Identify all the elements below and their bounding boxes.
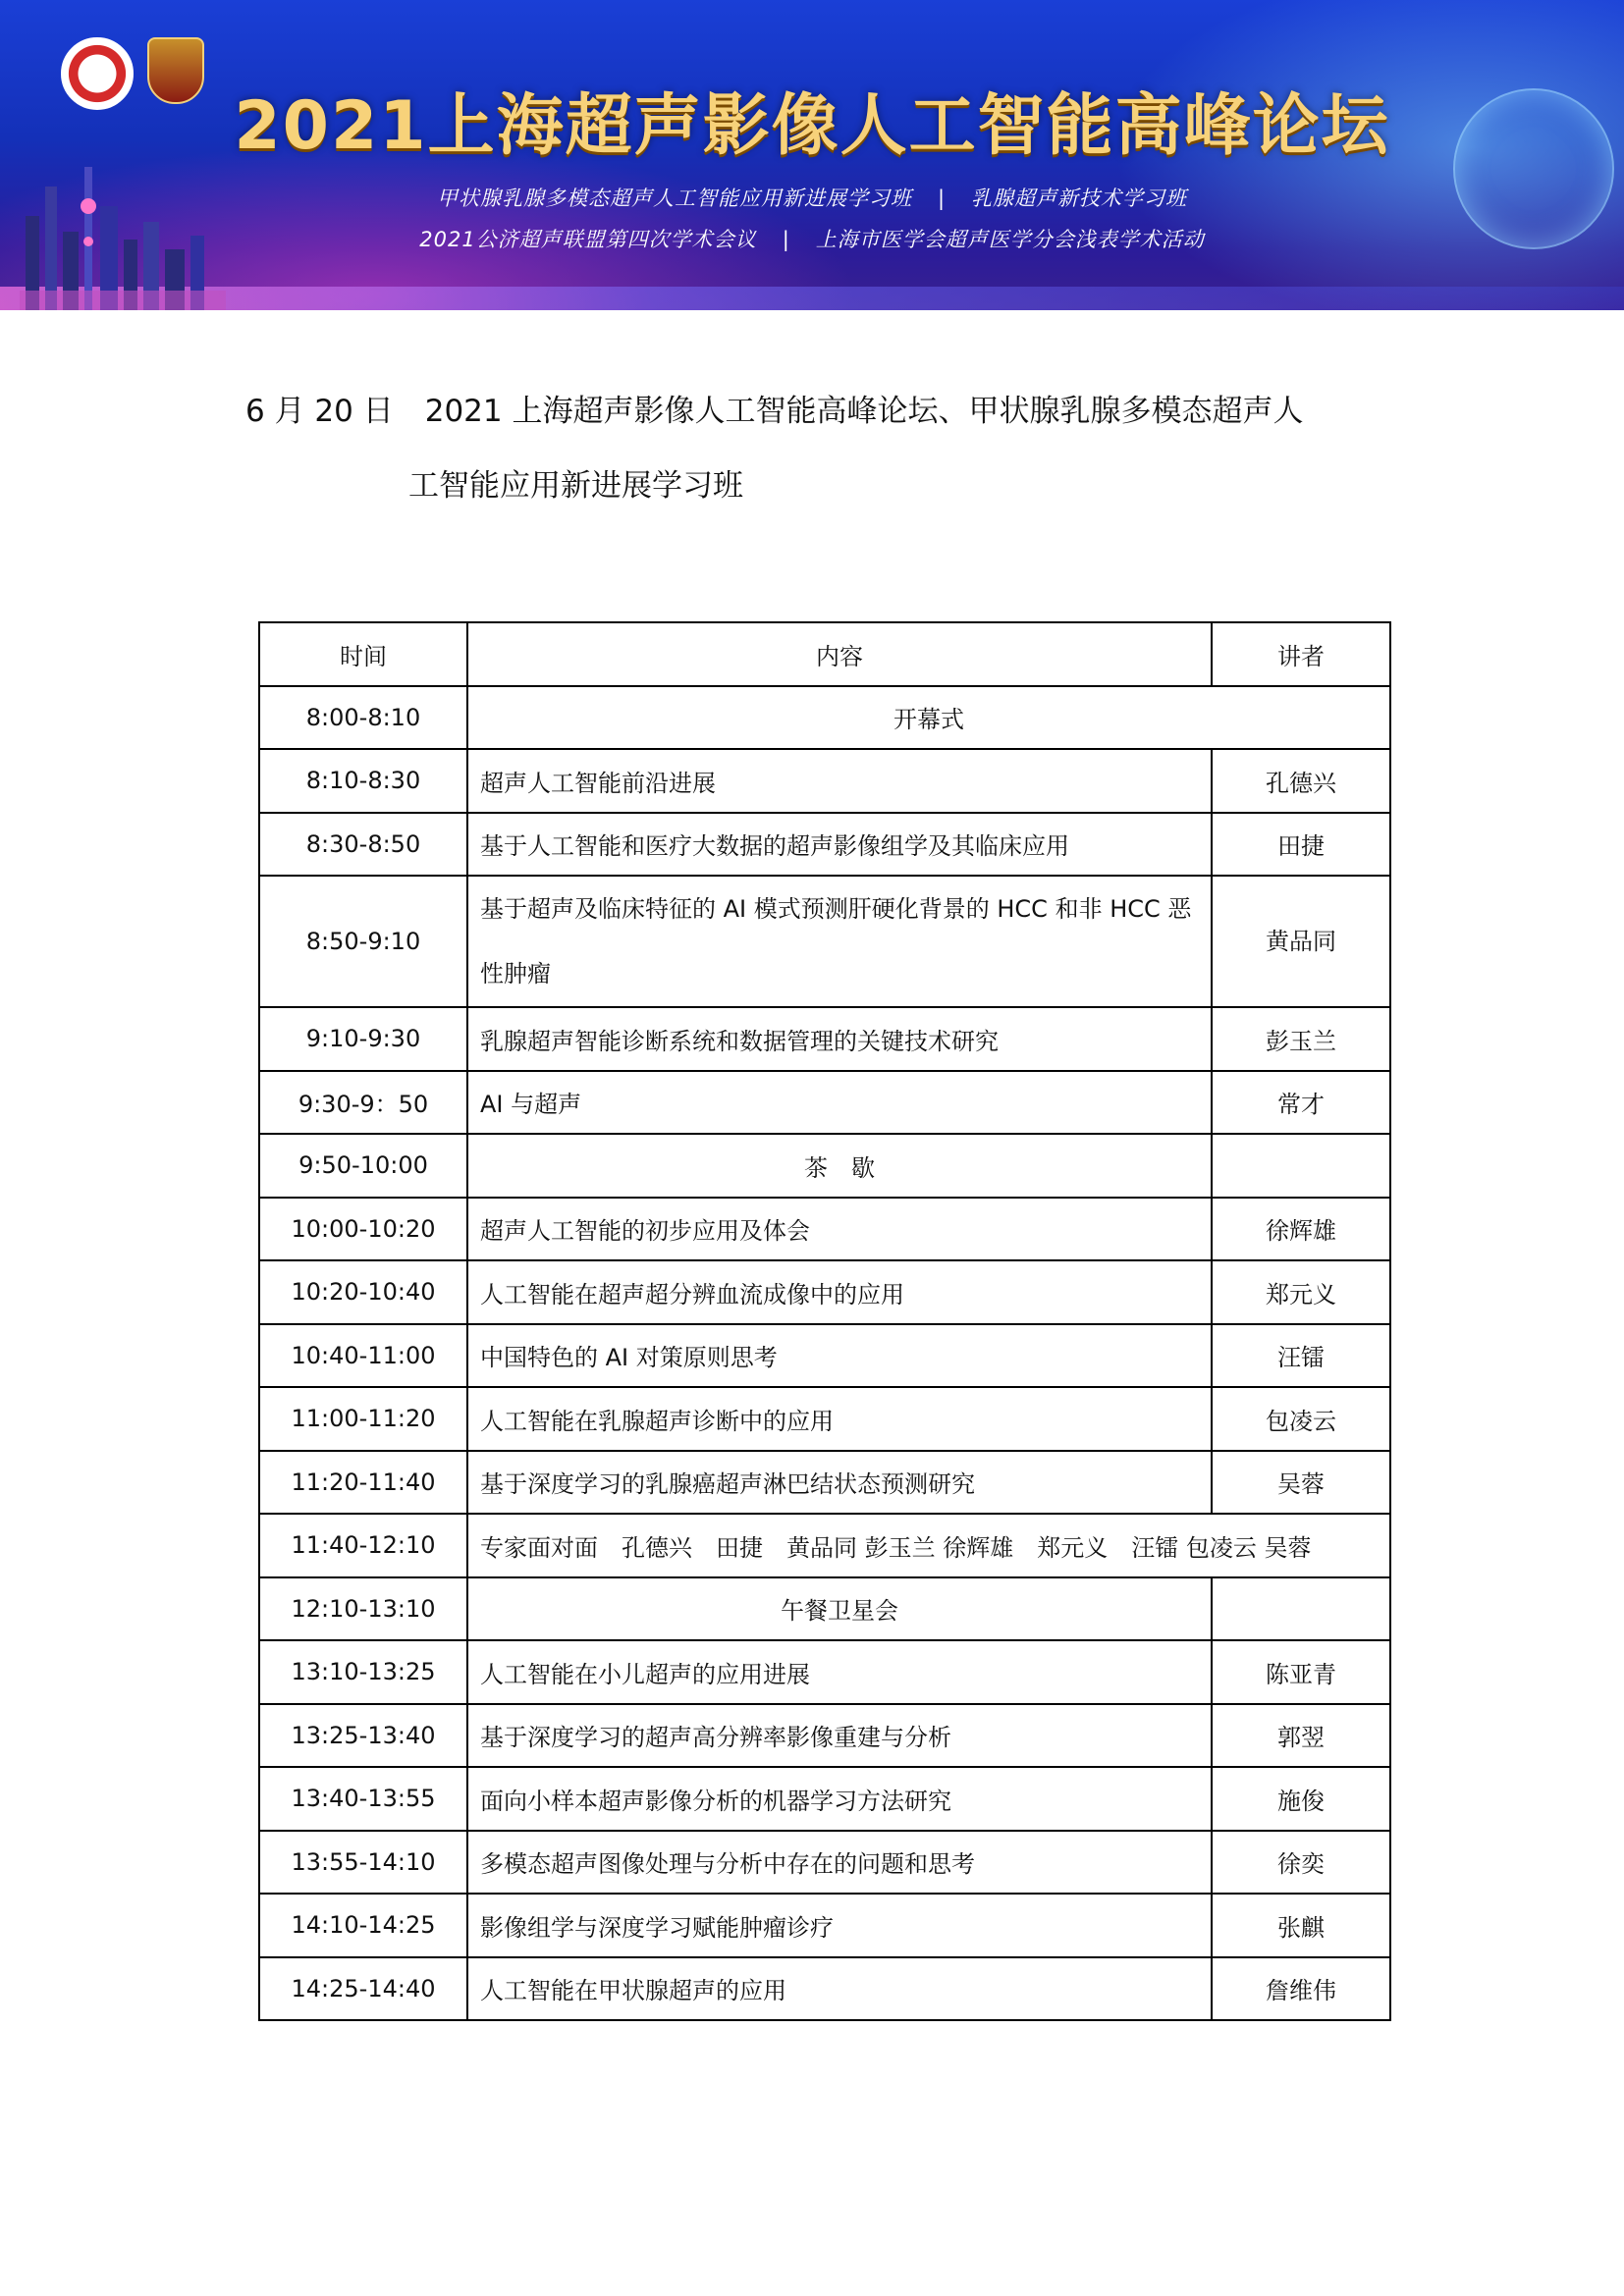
content-cell: AI 与超声	[467, 1071, 1212, 1135]
content-cell: 开幕式	[467, 686, 1390, 750]
header-banner	[0, 0, 1624, 310]
speaker-cell: 吴蓉	[1212, 1451, 1390, 1515]
content-cell: 基于深度学习的乳腺癌超声淋巴结状态预测研究	[467, 1451, 1212, 1515]
speaker-cell: 徐辉雄	[1212, 1198, 1390, 1261]
time-cell: 8:30-8:50	[259, 813, 467, 877]
time-cell: 11:00-11:20	[259, 1387, 467, 1451]
time-cell: 10:20-10:40	[259, 1260, 467, 1324]
speaker-cell: 孔德兴	[1212, 749, 1390, 813]
heading-line-2: 工智能应用新进展学习班	[408, 468, 743, 504]
column-header-content: 内容	[467, 622, 1212, 686]
table-row	[259, 1198, 1390, 1261]
speaker-cell: 徐奕	[1212, 1831, 1390, 1895]
banner-subtitle-1-left: 甲状腺乳腺多模态超声人工智能应用新进展学习班	[436, 187, 912, 210]
content-cell: 专家面对面 孔德兴 田捷 黄品同 彭玉兰 徐辉雄 郑元义 汪镭 包凌云 吴蓉	[467, 1514, 1390, 1577]
subtitle-separator: |	[937, 187, 947, 210]
content-cell: 影像组学与深度学习赋能肿瘤诊疗	[467, 1894, 1212, 1957]
time-cell: 11:20-11:40	[259, 1451, 467, 1515]
content-cell: 基于深度学习的超声高分辨率影像重建与分析	[467, 1704, 1212, 1768]
content-cell: 人工智能在乳腺超声诊断中的应用	[467, 1387, 1212, 1451]
time-cell: 10:40-11:00	[259, 1324, 467, 1388]
table-row	[259, 1387, 1390, 1451]
content-cell: 午餐卫星会	[467, 1577, 1212, 1641]
time-cell: 12:10-13:10	[259, 1577, 467, 1641]
time-cell: 11:40-12:10	[259, 1514, 467, 1577]
column-header-speaker: 讲者	[1212, 622, 1390, 686]
table-row	[259, 686, 1390, 750]
table-row	[259, 1514, 1390, 1577]
content-cell: 人工智能在超声超分辨血流成像中的应用	[467, 1260, 1212, 1324]
table-row	[259, 1451, 1390, 1515]
table-row	[259, 1577, 1390, 1641]
table-row	[259, 1071, 1390, 1135]
speaker-cell: 郑元义	[1212, 1260, 1390, 1324]
time-cell: 13:55-14:10	[259, 1831, 467, 1895]
time-cell: 14:10-14:25	[259, 1894, 467, 1957]
speaker-cell: 常才	[1212, 1071, 1390, 1135]
time-cell: 14:25-14:40	[259, 1957, 467, 2021]
time-cell: 8:10-8:30	[259, 749, 467, 813]
speaker-cell: 汪镭	[1212, 1324, 1390, 1388]
content-cell: 人工智能在小儿超声的应用进展	[467, 1640, 1212, 1704]
table-row	[259, 1134, 1390, 1198]
table-row	[259, 1767, 1390, 1831]
time-cell: 8:00-8:10	[259, 686, 467, 750]
content-cell: 乳腺超声智能诊断系统和数据管理的关键技术研究	[467, 1007, 1212, 1071]
table-row	[259, 813, 1390, 877]
column-header-time: 时间	[259, 622, 467, 686]
speaker-cell: 张麒	[1212, 1894, 1390, 1957]
speaker-cell: 施俊	[1212, 1767, 1390, 1831]
heading-line-1: 2021 上海超声影像人工智能高峰论坛、甲状腺乳腺多模态超声人	[424, 394, 1304, 429]
banner-subtitle-2-left: 2021公济超声联盟第四次学术会议	[419, 228, 757, 251]
table-row	[259, 1260, 1390, 1324]
schedule-table	[258, 621, 1391, 2021]
time-cell: 13:10-13:25	[259, 1640, 467, 1704]
content-cell: 面向小样本超声影像分析的机器学习方法研究	[467, 1767, 1212, 1831]
time-cell: 9:30-9：50	[259, 1071, 467, 1135]
table-row	[259, 1957, 1390, 2021]
banner-subtitle-2	[0, 224, 1624, 253]
time-cell: 9:10-9:30	[259, 1007, 467, 1071]
time-cell: 13:25-13:40	[259, 1704, 467, 1768]
time-cell: 13:40-13:55	[259, 1767, 467, 1831]
content-cell: 多模态超声图像处理与分析中存在的问题和思考	[467, 1831, 1212, 1895]
content-cell: 人工智能在甲状腺超声的应用	[467, 1957, 1212, 2021]
banner-subtitle-1-right: 乳腺超声新技术学习班	[971, 187, 1188, 210]
speaker-cell: 詹维伟	[1212, 1957, 1390, 2021]
banner-title: 2021上海超声影像人工智能高峰论坛	[234, 87, 1390, 165]
table-row	[259, 1831, 1390, 1895]
table-row	[259, 1324, 1390, 1388]
table-header-row	[259, 622, 1390, 686]
table-row	[259, 749, 1390, 813]
speaker-cell	[1212, 1134, 1390, 1198]
table-row	[259, 1704, 1390, 1768]
speaker-cell: 彭玉兰	[1212, 1007, 1390, 1071]
speaker-cell: 郭翌	[1212, 1704, 1390, 1768]
table-row	[259, 1894, 1390, 1957]
time-cell: 9:50-10:00	[259, 1134, 467, 1198]
content-cell: 超声人工智能的初步应用及体会	[467, 1198, 1212, 1261]
speaker-cell: 陈亚青	[1212, 1640, 1390, 1704]
speaker-cell: 田捷	[1212, 813, 1390, 877]
content-cell: 中国特色的 AI 对策原则思考	[467, 1324, 1212, 1388]
banner-subtitle-2-right: 上海市医学会超声医学分会浅表学术活动	[815, 228, 1205, 251]
speaker-cell: 黄品同	[1212, 876, 1390, 1007]
content-cell: 茶 歇	[467, 1134, 1212, 1198]
speaker-cell	[1212, 1577, 1390, 1641]
page-heading	[245, 389, 1384, 508]
content-cell: 基于超声及临床特征的 AI 模式预测肝硬化背景的 HCC 和非 HCC 恶性肿瘤	[467, 876, 1212, 1007]
table-row	[259, 1007, 1390, 1071]
speaker-cell: 包凌云	[1212, 1387, 1390, 1451]
banner-subtitle-1	[0, 183, 1624, 212]
time-cell: 10:00-10:20	[259, 1198, 467, 1261]
content-cell: 超声人工智能前沿进展	[467, 749, 1212, 813]
banner-glow	[0, 287, 1624, 310]
table-row	[259, 1640, 1390, 1704]
content-cell: 基于人工智能和医疗大数据的超声影像组学及其临床应用	[467, 813, 1212, 877]
subtitle-separator: |	[782, 228, 790, 251]
table-row	[259, 876, 1390, 1007]
event-date: 6 月 20 日	[245, 394, 394, 429]
time-cell: 8:50-9:10	[259, 876, 467, 1007]
